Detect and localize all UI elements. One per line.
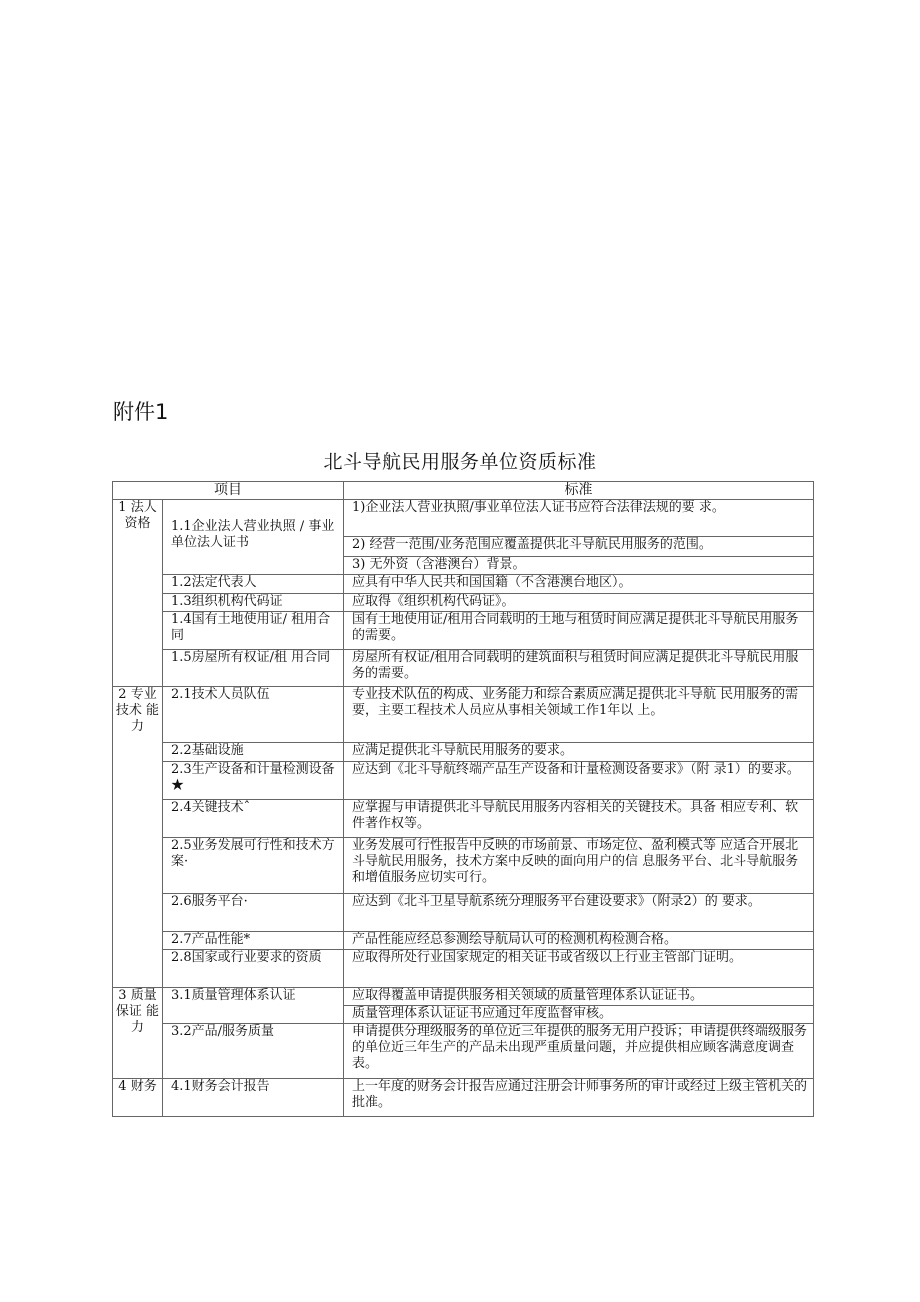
table-row [113, 838, 814, 894]
table-row [113, 687, 814, 743]
table-row [113, 575, 814, 594]
standard-3-1-b: 质量管理体系认证证书应通过年度监督审核。 [344, 1006, 814, 1024]
item-3-2: 3.2产品/服务质量 [163, 1024, 344, 1079]
standard-4-1: 上一年度的财务会计报告应通过注册会计师事务所的审计或经过上级主管机关的批准。 [344, 1079, 814, 1117]
category-legal-qualification: 1 法人 资格 [113, 500, 163, 687]
item-2-1: 2.1技术人员队伍 [163, 687, 344, 743]
category-technical-capability: 2 专业 技术 能力 [113, 687, 163, 988]
category-quality-assurance: 3 质量 保证 能力 [113, 988, 163, 1079]
table-row [113, 988, 814, 1006]
item-1-4: 1.4国有土地使用证/ 租用合同 [163, 612, 344, 650]
item-2-5: 2.5业务发展可行性和技术方案· [163, 838, 344, 894]
table-row [113, 612, 814, 650]
standard-1-1-c: 3) 无外资（含港澳台）背景。 [344, 557, 814, 575]
standard-1-4: 国有土地使用证/租用合同载明的土地与租赁时间应满足提供北斗导航民用服务的需要。 [344, 612, 814, 650]
item-1-3: 1.3组织机构代码证 [163, 594, 344, 612]
table-row [113, 1024, 814, 1079]
item-1-5: 1.5房屋所有权证/租 用合同 [163, 650, 344, 687]
header-item: 项目 [113, 482, 344, 500]
item-2-6: 2.6服务平台· [163, 894, 344, 932]
table-row [113, 1079, 814, 1117]
item-1-1: 1.1企业法人营业执照 / 事业单位法人证书 [163, 500, 344, 575]
item-2-4: 2.4关键技术ˆ [163, 800, 344, 838]
item-4-1: 4.1财务会计报告 [163, 1079, 344, 1117]
table-row [113, 800, 814, 838]
table-row [113, 743, 814, 762]
standard-2-1: 专业技术队伍的构成、业务能力和综合素质应满足提供北斗导航 民用服务的需要，主要工程技术人员应从事相关领域工作1年以 上。 [344, 687, 814, 743]
standard-3-1-a: 应取得覆盖申请提供服务相关领域的质量管理体系认证证书。 [344, 988, 814, 1006]
item-2-7: 2.7产品性能* [163, 932, 344, 950]
standard-2-7: 产品性能应经总参测绘导航局认可的检测机构检测合格。 [344, 932, 814, 950]
qualification-standards-table [112, 481, 814, 1117]
standard-2-6: 应达到《北斗卫星导航系统分理服务平台建设要求》（附录2）的 要求。 [344, 894, 814, 932]
document-title: 北斗导航民用服务单位资质标准 [323, 451, 597, 473]
standard-1-5: 房屋所有权证/租用合同载明的建筑面积与租赁时间应满足提供北斗导航民用服务的需要。 [344, 650, 814, 687]
item-2-2: 2.2基础设施 [163, 743, 344, 762]
standard-1-1-b: 2) 经营一范围/业务范围应覆盖提供北斗导航民用服务的范围。 [344, 537, 814, 557]
table-row [113, 594, 814, 612]
table-row [113, 500, 814, 537]
standard-2-3: 应达到《北斗导航终端产品生产设备和计量检测设备要求》（附 录1）的要求。 [344, 762, 814, 800]
item-1-2: 1.2法定代表人 [163, 575, 344, 594]
standard-2-2: 应满足提供北斗导航民用服务的要求。 [344, 743, 814, 762]
table-row [113, 894, 814, 932]
item-3-1: 3.1质量管理体系认证 [163, 988, 344, 1024]
table-row [113, 762, 814, 800]
standard-3-2: 申请提供分理级服务的单位近三年提供的服务无用户投诉；申请提供终端级服务的单位近三年生产的产品未出现严重质量问题，并应提供相应顾客满意度调查表。 [344, 1024, 814, 1079]
standard-2-5: 业务发展可行性报告中反映的市场前景、市场定位、盈利模式等 应适合开展北斗导航民用服务，技术方案中反映的面向用户的信 息服务平台、北斗导航服务和增值服务应切实可行。 [344, 838, 814, 894]
category-finance: 4 财务 [113, 1079, 163, 1117]
standard-2-8: 应取得所处行业国家规定的相关证书或省级以上行业主管部门证明。 [344, 950, 814, 988]
table-row [113, 650, 814, 687]
item-2-3: 2.3生产设备和计量检测设备★ [163, 762, 344, 800]
annex-label: 附件1 [113, 400, 169, 424]
standard-1-3: 应取得《组织机构代码证》。 [344, 594, 814, 612]
standard-1-1-a: 1)企业法人营业执照/事业单位法人证书应符合法律法规的要 求。 [344, 500, 814, 537]
item-2-8: 2.8国家或行业要求的资质 [163, 950, 344, 988]
standard-1-2: 应具有中华人民共和国国籍（不含港澳台地区）。 [344, 575, 814, 594]
table-header-row [113, 482, 814, 500]
table-row [113, 950, 814, 988]
standard-2-4: 应掌握与申请提供北斗导航民用服务内容相关的关键技术。具备 相应专利、软件著作权等。 [344, 800, 814, 838]
header-standard: 标准 [344, 482, 814, 500]
table-row [113, 932, 814, 950]
